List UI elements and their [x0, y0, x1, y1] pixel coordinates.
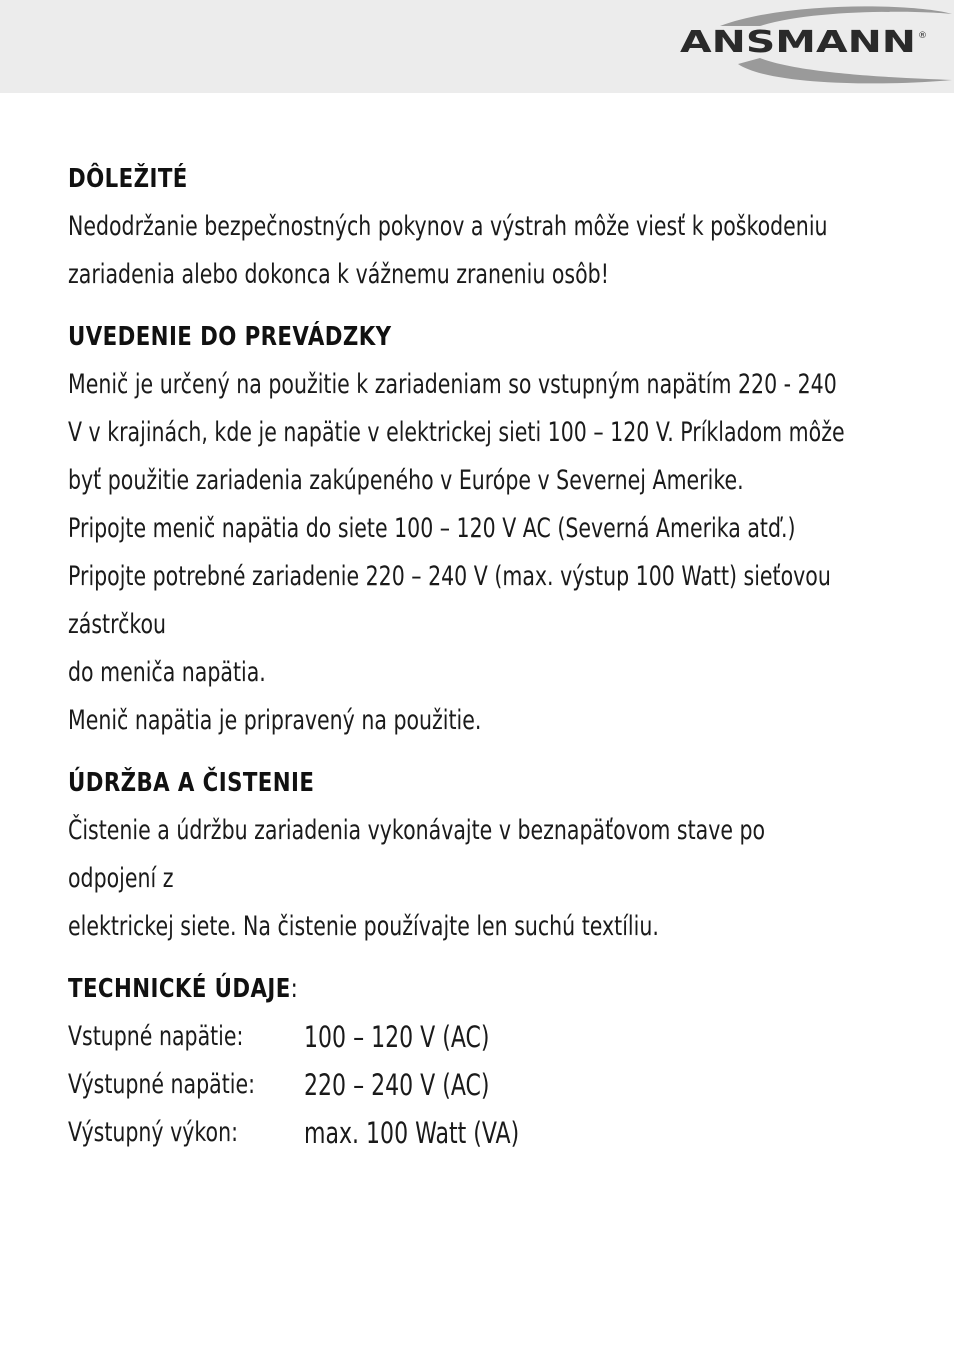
registered-mark: ® [918, 31, 927, 41]
ansmann-logo [660, 6, 954, 86]
spec-label: Výstupný výkon: [68, 1117, 238, 1148]
heading-startup: UVEDENIE DO PREVÁDZKY [68, 322, 392, 352]
heading-important: DÔLEŽITÉ [68, 164, 188, 194]
spec-value: 100 – 120 V (AC) [304, 1020, 490, 1054]
spec-row [68, 1109, 908, 1157]
text-line: do meniča napätia. [68, 657, 266, 688]
text-line: Čistenie a údržbu zariadenia vykonávajte v beznapäťovom stave po [68, 815, 766, 846]
page-header [0, 0, 954, 93]
logo-text: ANSMANN [680, 25, 916, 60]
text-line: elektrickej siete. Na čistenie používajte len suchú textíliu. [68, 911, 659, 942]
text-line: Nedodržanie bezpečnostných pokynov a výstrah môže viesť k poškodeniu [68, 211, 828, 242]
section-maintenance [68, 759, 908, 807]
spec-row [68, 1013, 908, 1061]
text-line: Menič je určený na použitie k zariadeniam so vstupným napätím 220 - 240 [68, 369, 837, 400]
document-body [68, 155, 908, 1157]
spec-label: Vstupné napätie: [68, 1021, 244, 1052]
text-line: Pripojte potrebné zariadenie 220 – 240 V (max. výstup 100 Watt) sieťovou [68, 561, 831, 592]
text-line: V v krajinách, kde je napätie v elektrickej sieti 100 – 120 V. Príkladom môže [68, 417, 845, 448]
spec-value: 220 – 240 V (AC) [304, 1068, 490, 1102]
section-important [68, 155, 908, 203]
text-line: byť použitie zariadenia zakúpeného v Európe v Severnej Amerike. [68, 465, 744, 496]
heading-technical: TECHNICKÉ ÚDAJE [68, 974, 291, 1004]
spec-value: max. 100 Watt (VA) [304, 1116, 520, 1150]
spec-label: Výstupné napätie: [68, 1069, 256, 1100]
section-technical [68, 965, 908, 1013]
text-line: Pripojte menič napätia do siete 100 – 120 V AC (Severná Amerika atď.) [68, 513, 796, 544]
spec-row [68, 1061, 908, 1109]
text-line: Menič napätia je pripravený na použitie. [68, 705, 482, 736]
text-line: zástrčkou [68, 609, 167, 640]
heading-maintenance: ÚDRŽBA A ČISTENIE [68, 768, 315, 798]
section-startup [68, 313, 908, 361]
text-line: odpojení z [68, 863, 174, 894]
text-line: zariadenia alebo dokonca k vážnemu zraneniu osôb! [68, 259, 609, 290]
heading-technical-colon: : [290, 974, 299, 1004]
